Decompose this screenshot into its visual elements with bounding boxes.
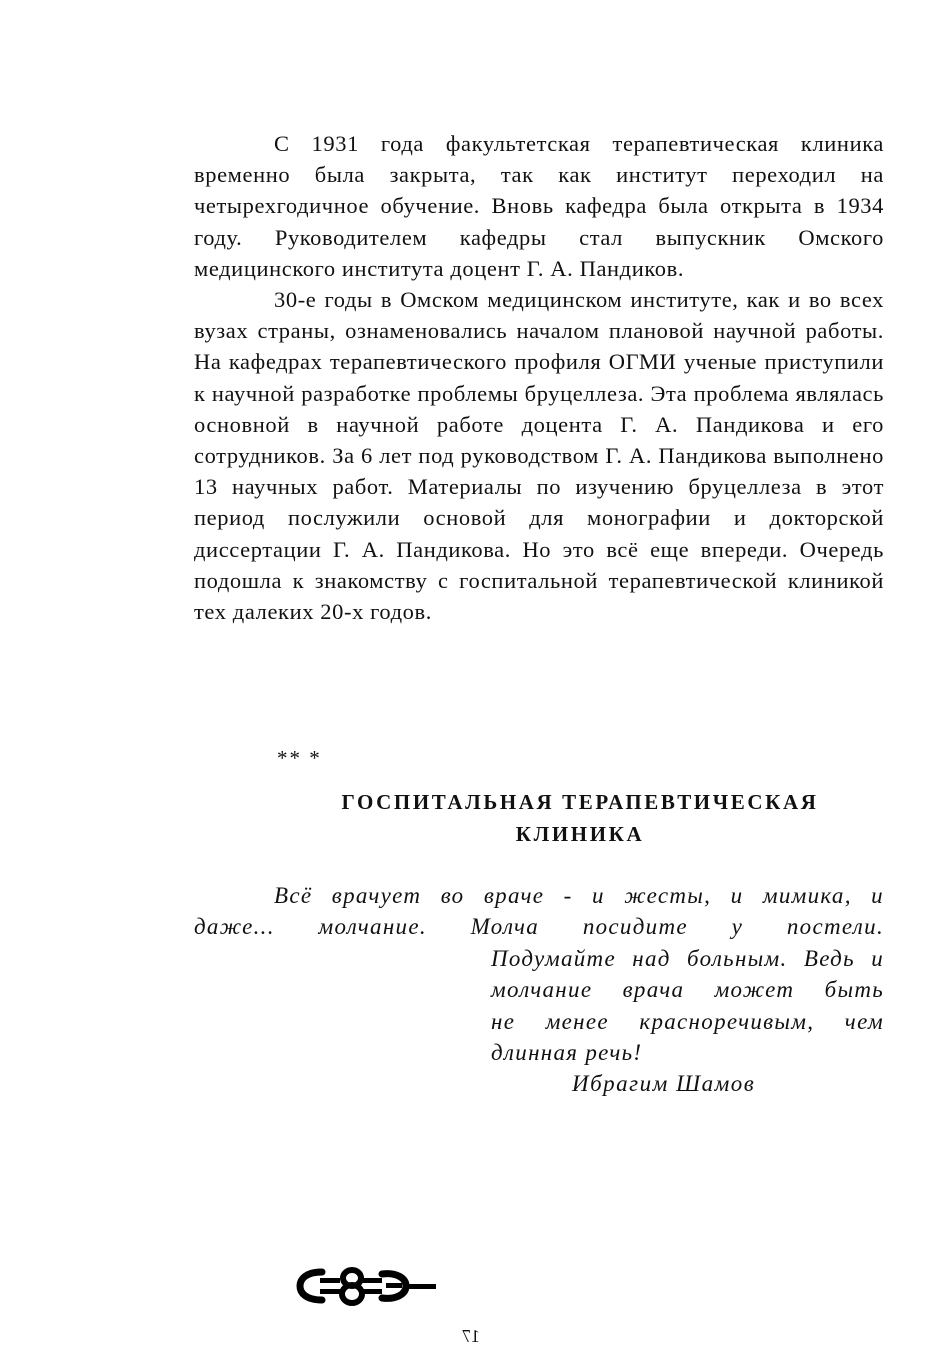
paragraph-1: С 1931 года факультетская терапевтическая клиника временно была закрыта, так как институт переходил на четырехгодичное обучение. Вновь кафедра была открыта в 1934 году. Руководителем кафедры стал выпускник Омского медицинского института доцент Г. А. Пандиков. xyxy=(194,131,884,281)
epigraph-line-5: не менее красноречивым, чем xyxy=(491,1008,884,1034)
epigraph-line-4: молчание врача может быть xyxy=(491,977,884,1003)
section-heading xyxy=(200,786,949,850)
page-number: 17 xyxy=(462,1326,480,1346)
paragraph-2: 30-е годы в Омском медицинском институте, как и во всех вузах страны, ознаменовались началом плановой научной работы. На кафедрах терапевтического профиля ОГМИ ученые приступили к научной разработке проблемы бруцеллеза. Эта проблема являлась основной в научной работе доцента Г. А. Пандикова и его сотрудников. За 6 лет под руководством Г. А. Пандикова выполнено 13 научных работ. Материалы по изучению бруцеллеза в этот период послужили основой для монографии и докторской диссертации Г. А. Пандикова. Но это всё еще впереди. Очередь подошла к знакомству с госпитальной терапевтической клиникой тех далеких 20-х годов. xyxy=(194,287,884,625)
epigraph-line-6: длинная речь! xyxy=(491,1040,643,1066)
epigraph xyxy=(194,880,884,1100)
epigraph-block xyxy=(491,943,884,1069)
section-separator: ** * xyxy=(277,746,322,770)
heading-line-1: ГОСПИТАЛЬНАЯ ТЕРАПЕВТИЧЕСКАЯ xyxy=(341,790,819,814)
epigraph-author: Ибрагим Шамов xyxy=(572,1071,756,1097)
epigraph-line-1: Всё врачует во враче - и жесты, и мимика, и xyxy=(274,883,884,908)
heading-line-2: КЛИНИКА xyxy=(515,822,645,846)
body-text xyxy=(194,128,884,627)
epigraph-line-2: даже... молчание. Молча посидите у постели. xyxy=(194,914,884,940)
decorative-flourish-icon xyxy=(296,1264,438,1308)
epigraph-line-3: Подумайте над больным. Ведь и xyxy=(491,945,884,971)
